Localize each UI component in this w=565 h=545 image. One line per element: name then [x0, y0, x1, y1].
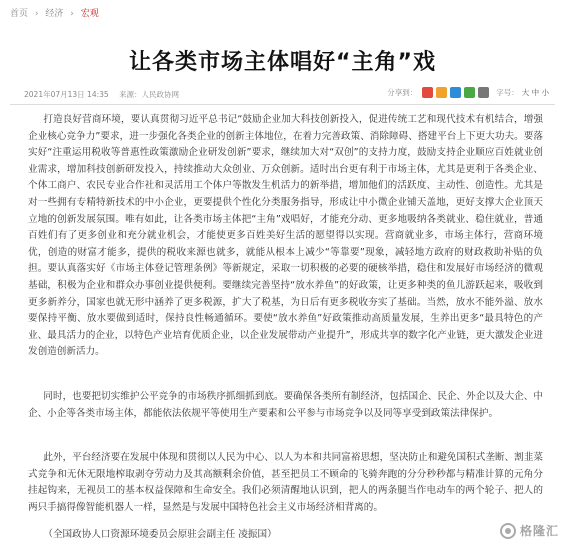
- share-tencent-icon[interactable]: [450, 87, 461, 98]
- font-size-control[interactable]: 大 中 小: [521, 88, 549, 97]
- article-paragraph: 此外，平台经济要在发展中体现和贯彻以人民为中心、以人为本和共同富裕思想，坚决防止和避免国积式垄断、割韭菜式竞争和无休无限地榨取剥夺劳动力及其高额剩余价值，甚至把员工不顾命的飞骑奔跑的分分秒秒都与精准计算的元角分挂起钩来，无视员工的基本权益保障和生命安全。我们必须清醒地认识到，把人的两条腿当作电动车的两个轮子、把人的两只手搞得像智能机器人一样，显然是与发展中国特色社会主义市场经济相背离的。: [28, 452, 543, 513]
- share-wechat-icon[interactable]: [464, 87, 475, 98]
- gelonghui-logo-icon: [500, 523, 516, 539]
- breadcrumb: [10, 6, 99, 19]
- article-title: 让各类市场主体唱好“主角”戏: [129, 49, 436, 75]
- share-label: 分享到：: [387, 88, 418, 97]
- breadcrumb-separator: ›: [70, 9, 74, 19]
- breadcrumb-home-link[interactable]: 首页: [10, 9, 29, 19]
- header-divider: [10, 104, 555, 105]
- watermark: [500, 522, 559, 539]
- watermark-text: 格隆汇: [519, 524, 559, 538]
- breadcrumb-category-link[interactable]: 经济: [45, 9, 64, 19]
- breadcrumb-current-link[interactable]: 宏观: [80, 9, 99, 19]
- font-size-label: 字号：: [496, 88, 519, 97]
- article-author: （全国政协人口资源环境委员会原驻会副主任 凌振国）: [43, 529, 277, 540]
- share-qzone-icon[interactable]: [436, 87, 447, 98]
- article-body: [28, 112, 543, 540]
- publish-datetime: 2021年07月13日 14:35: [24, 90, 109, 99]
- share-weibo-icon[interactable]: [422, 87, 433, 98]
- article-paragraph: 同时，也要把切实维护公平竞争的市场秩序抓细抓到底。要确保各类所有制经济，包括国企、民企、外企以及大企、中企、小企等各类市场主体，都能依法依规平等使用生产要素和公平参与市场竞争以及同等享受到政策法律保护。: [28, 391, 543, 419]
- article-meta: [10, 86, 555, 102]
- breadcrumb-separator: ›: [34, 9, 39, 19]
- share-toolbar: [387, 87, 549, 98]
- article-source: 来源：人民政协网: [119, 90, 180, 99]
- share-more-icon[interactable]: [478, 87, 489, 98]
- publish-info: [24, 89, 179, 100]
- article-paragraph: 打造良好营商环境，要认真贯彻习近平总书记“鼓励企业加大科技创新投入，促进传统工艺和现代技术有机结合，增强企业核心竞争力”要求，进一步强化各类企业的创新主体地位，在着力完善政策、消除障碍、搭建平台上下更大功夫。要落实好“注重运用税收等普惠性政策激励企业研发创新”要求，继续加大对“双创”的支持力度，鼓励支持企业顺应百姓就业创业需求，增加科技创新研发投入，持续推动大众创业、万众创新。适时出台更有利于市场主体，尤其是更利于各类企业、个体工商户、农民专业合作社和灵活用工个体户等散发生机活力的新举措，增加他们的活跃度、主动性、创造性。尤其是对一些拥有专精特新技术的中小企业，更要提供个性化分类服务指导，形成让中小微企业铺天盖地，更好支撑大企业顶天立地的创新发展氛围。唯有如此，让各类市场主体把“主角”戏唱好，才能充分动、更多地吸纳各类就业、稳住就业，普通百姓们有了更多创业和充分就业机会，才能使更多百姓美好生活的愿望得以实现。营商就业多，市场主体行，营商环境优，创造的财富才能多，提供的税收来源也就多，就能从根本上减少“等靠要”现象，减轻地方政府的财政救助补贴的负担。要认真落实好《市场主体登记管理条例》等新规定，采取一切积极的必要的硬核举措，稳住和发展好市场经济的微观基础，积极为企业和群众办事创业提供便利。要继续完善坚持“放水养鱼”的好政策，让更多种类的鱼儿游跃起来，吸收到更多新养分，国家也就无形中涵养了更多税源，扩大了税基，为日后有更多税收夯实了基础。当然，放水不能外溢、放水要保持平衡、放水要做到适时，保持良性畅通循环。要使“放水养鱼”好政策推动高质量发展，生养出更多“最具特色的产业、最具活力的企业，以特色产业培育优质企业，以企业发展带动产业提升”，形成共享的数字化产业链，更大激发企业迸发创造创新活力。: [28, 114, 543, 358]
